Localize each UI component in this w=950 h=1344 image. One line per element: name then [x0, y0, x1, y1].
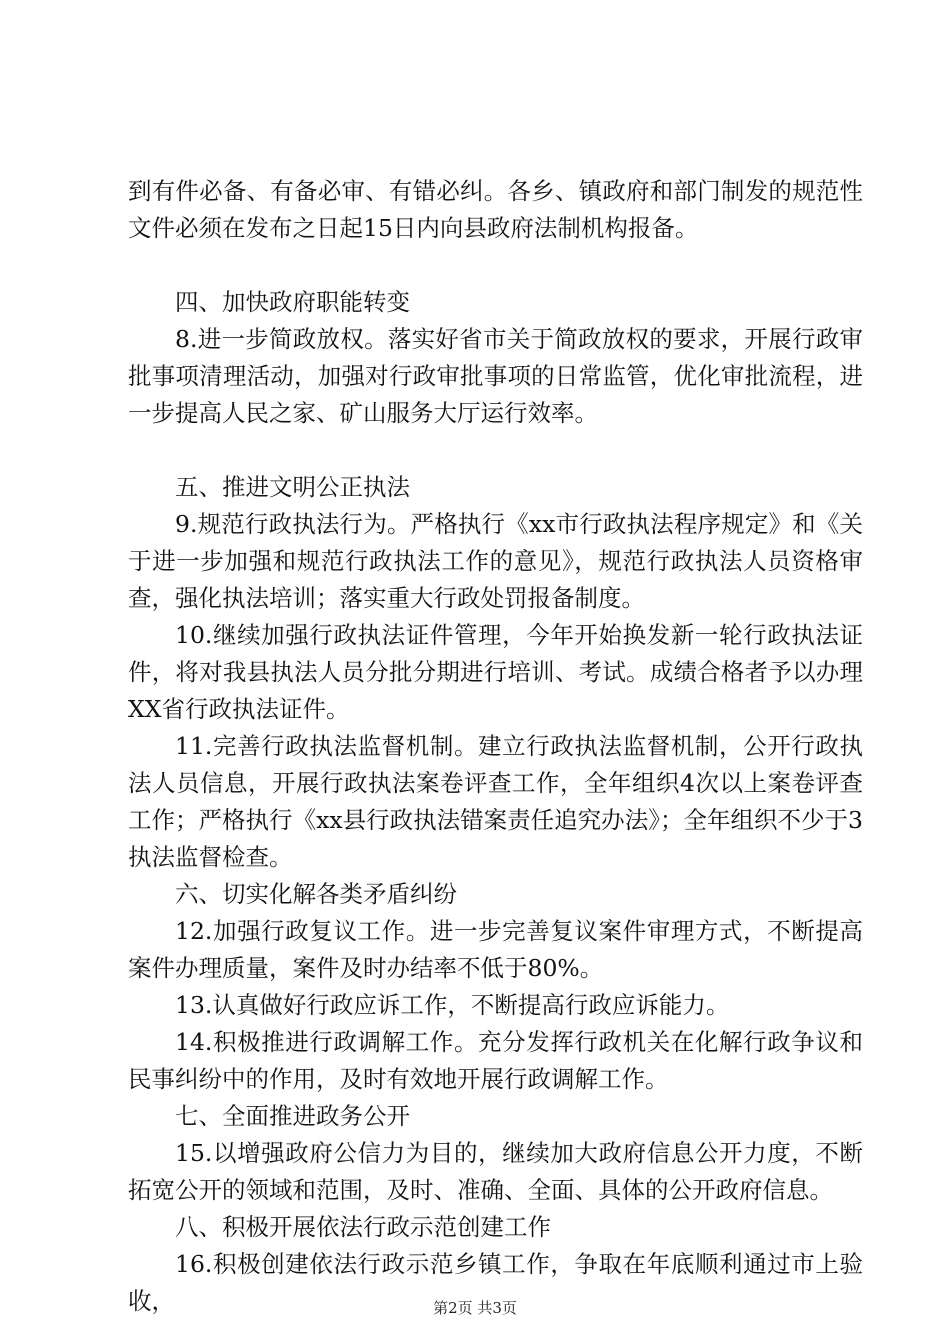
section-heading: 六、切实化解各类矛盾纠纷 — [175, 880, 457, 908]
page-footer: 第2页 共3页 — [433, 1299, 517, 1317]
section-heading: 七、全面推进政务公开 — [175, 1102, 410, 1130]
body-paragraph: 9.规范行政执法行为。严格执行《xx市行政执法程序规定》和《关于进一步加强和规范行政执法工作的意见》，规范行政执法人员资格审查，强化执法培训；落实重大行政处罚报备制度。 — [128, 510, 863, 612]
body-paragraph: 10.继续加强行政执法证件管理，今年开始换发新一轮行政执法证件，将对我县执法人员分批分期进行培训、考试。成绩合格者予以办理XX省行政执法证件。 — [128, 621, 863, 723]
document-body — [128, 173, 863, 1320]
body-paragraph: 15.以增强政府公信力为目的，继续加大政府信息公开力度，不断拓宽公开的领域和范围，及时、准确、全面、具体的公开政府信息。 — [128, 1139, 863, 1204]
section-heading: 八、积极开展依法行政示范创建工作 — [175, 1213, 551, 1241]
body-paragraph: 14.积极推进行政调解工作。充分发挥行政机关在化解行政争议和民事纠纷中的作用，及时有效地开展行政调解工作。 — [128, 1028, 863, 1093]
body-paragraph: 11.完善行政执法监督机制。建立行政执法监督机制，公开行政执法人员信息，开展行政执法案卷评查工作，全年组织4次以上案卷评查工作；严格执行《xx县行政执法错案责任追究办法》；全年组织不少于3执法监督检查。 — [128, 732, 863, 871]
section-heading: 四、加快政府职能转变 — [175, 288, 410, 316]
body-paragraph: 16.积极创建依法行政示范乡镇工作，争取在年底顺利通过市上验收， — [128, 1250, 863, 1315]
body-paragraph: 13.认真做好行政应诉工作，不断提高行政应诉能力。 — [175, 991, 730, 1019]
section-heading: 五、推进文明公正执法 — [175, 473, 410, 501]
body-paragraph: 12.加强行政复议工作。进一步完善复议案件审理方式，不断提高案件办理质量，案件及时办结率不低于80%。 — [128, 917, 863, 982]
body-paragraph: 8.进一步简政放权。落实好省市关于简政放权的要求，开展行政审批事项清理活动，加强对行政审批事项的日常监管，优化审批流程，进一步提高人民之家、矿山服务大厅运行效率。 — [128, 325, 863, 427]
body-paragraph: 到有件必备、有备必审、有错必纠。各乡、镇政府和部门制发的规范性文件必须在发布之日起15日内向县政府法制机构报备。 — [128, 177, 863, 242]
